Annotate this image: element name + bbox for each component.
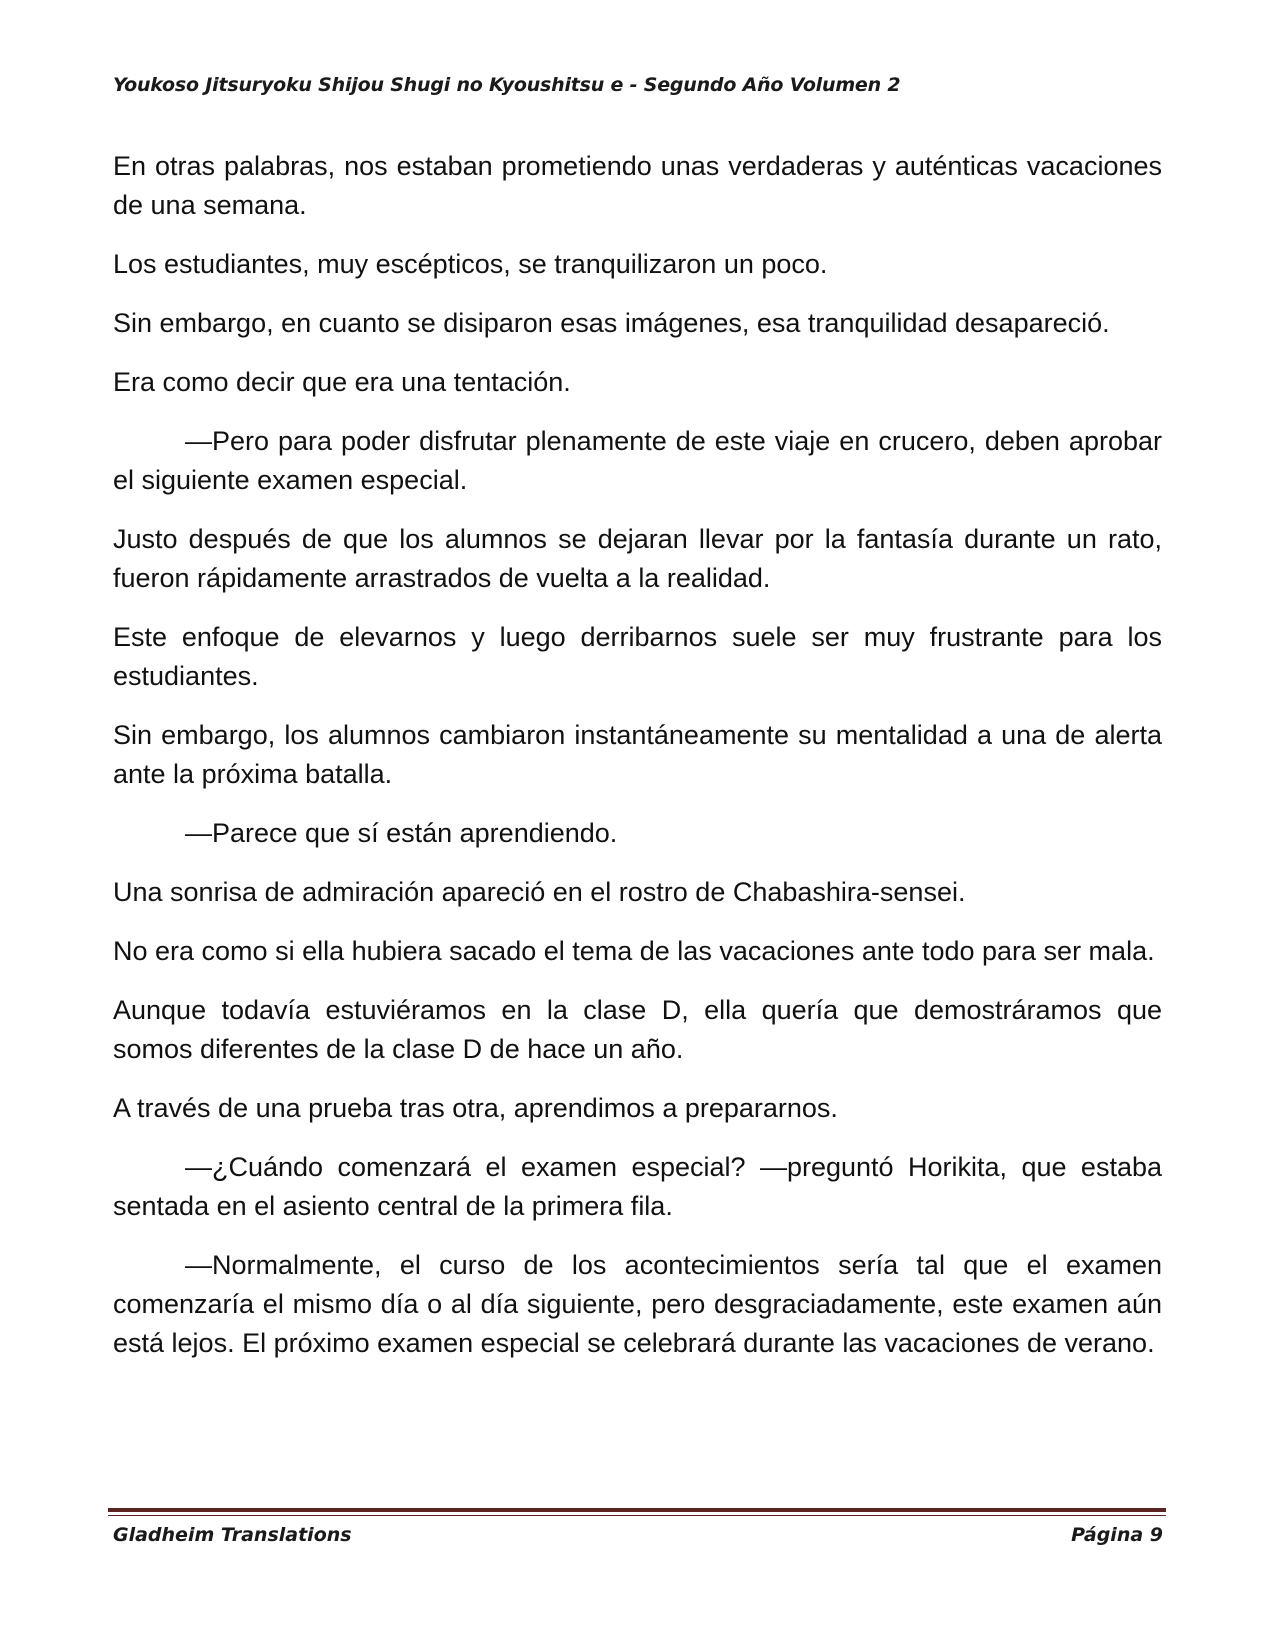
- paragraph: Era como decir que era una tentación.: [113, 367, 571, 397]
- paragraph: A través de una prueba tras otra, aprendimos a prepararnos.: [113, 1093, 838, 1123]
- paragraph: Justo después de que los alumnos se dejaran llevar por la fantasía durante un rato, fueron rápidamente arrastrados de vuelta a la realidad.: [113, 524, 1162, 593]
- dialogue-paragraph: —Pero para poder disfrutar plenamente de este viaje en crucero, deben aprobar el siguiente examen especial.: [113, 426, 1162, 495]
- paragraph: Este enfoque de elevarnos y luego derribarnos suele ser muy frustrante para los estudiantes.: [113, 622, 1162, 691]
- dialogue-paragraph: —¿Cuándo comenzará el examen especial? —preguntó Horikita, que estaba sentada en el asiento central de la primera fila.: [113, 1152, 1162, 1221]
- paragraph: No era como si ella hubiera sacado el tema de las vacaciones ante todo para ser mala.: [113, 936, 1155, 966]
- paragraph: Una sonrisa de admiración apareció en el rostro de Chabashira-sensei.: [113, 877, 966, 907]
- running-header-title: Youkoso Jitsuryoku Shijou Shugi no Kyoushitsu e - Segundo Año Volumen 2: [113, 74, 901, 96]
- paragraph: Sin embargo, los alumnos cambiaron instantáneamente su mentalidad a una de alerta ante la próxima batalla.: [113, 720, 1162, 789]
- dialogue-paragraph: —Normalmente, el curso de los acontecimientos sería tal que el examen comenzaría el mismo día o al día siguiente, pero desgraciadamente, este examen aún está lejos. El próximo examen especial se celebrará durante las vacaciones de verano.: [113, 1250, 1162, 1358]
- page-body: [113, 147, 1162, 1383]
- page-number: Página 9: [1071, 1524, 1163, 1546]
- paragraph: Sin embargo, en cuanto se disiparon esas imágenes, esa tranquilidad desapareció.: [113, 308, 1110, 338]
- dialogue-paragraph: —Parece que sí están aprendiendo.: [185, 818, 618, 848]
- footer-rule-thick: [108, 1508, 1166, 1512]
- footer-credit: Gladheim Translations: [113, 1524, 352, 1546]
- paragraph: Aunque todavía estuviéramos en la clase D, ella quería que demostráramos que somos diferentes de la clase D de hace un año.: [113, 995, 1162, 1064]
- footer-rule-thin: [108, 1515, 1166, 1516]
- paragraph: Los estudiantes, muy escépticos, se tranquilizaron un poco.: [113, 249, 828, 279]
- paragraph: En otras palabras, nos estaban prometiendo unas verdaderas y auténticas vacaciones de una semana.: [113, 151, 1162, 220]
